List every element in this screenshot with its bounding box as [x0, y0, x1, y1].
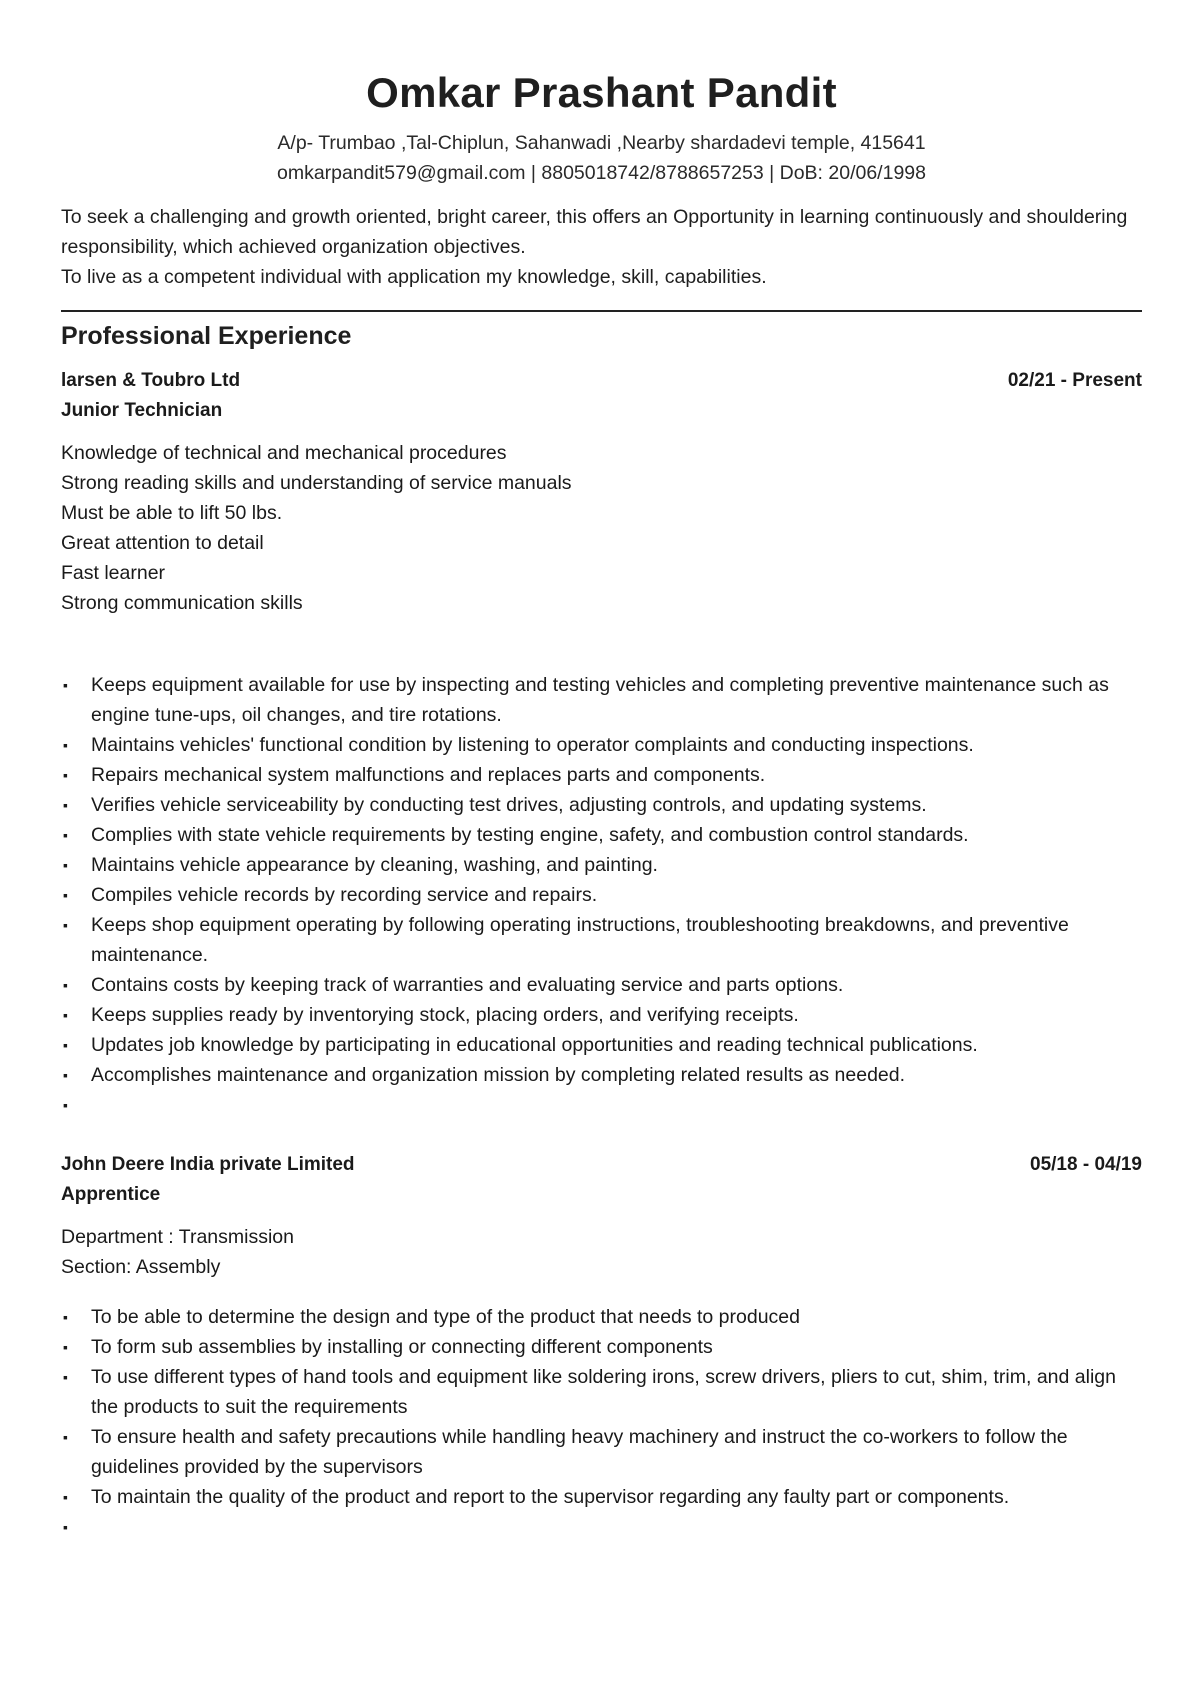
list-item: ▪ Repairs mechanical system malfunctions and replaces parts and components.	[63, 764, 766, 786]
list-item: ▪ To use different types of hand tools and equipment like soldering irons, screw drivers, pliers to cut, shim, trim, and align the products to suit the requirements	[63, 1366, 1116, 1418]
list-item: ▪ To form sub assemblies by installing or connecting different components	[63, 1336, 713, 1358]
detail-line: Strong reading skills and understanding of service manuals	[61, 472, 572, 494]
list-item: ▪ Compiles vehicle records by recording service and repairs.	[63, 884, 598, 906]
job-entry	[61, 366, 1142, 1120]
detail-line: Fast learner	[61, 562, 166, 584]
list-item: ▪	[63, 1519, 68, 1535]
candidate-name: Omkar Prashant Pandit	[366, 69, 837, 116]
list-item: ▪ To ensure health and safety precautions while handling heavy machinery and instruct the co-workers to follow the guidelines provided by the supervisors	[63, 1426, 1068, 1478]
list-item: ▪ Complies with state vehicle requirements by testing engine, safety, and combustion control standards.	[63, 824, 969, 846]
list-item: ▪ Maintains vehicle appearance by cleaning, washing, and painting.	[63, 854, 658, 876]
job-header	[61, 1150, 1142, 1180]
list-item: ▪ Accomplishes maintenance and organization mission by completing related results as needed.	[63, 1064, 906, 1086]
detail-line: Section: Assembly	[61, 1256, 221, 1278]
list-item: ▪	[63, 1097, 68, 1113]
list-item: ▪ To be able to determine the design and type of the product that needs to produced	[63, 1306, 800, 1328]
section-divider	[61, 310, 1142, 312]
company-name: larsen & Toubro Ltd	[61, 370, 241, 391]
job-header	[61, 366, 1142, 396]
job-entry	[61, 1150, 1142, 1542]
list-item: ▪ Keeps supplies ready by inventorying stock, placing orders, and verifying receipts.	[63, 1004, 799, 1026]
list-item: ▪ Verifies vehicle serviceability by conducting test drives, adjusting controls, and updating systems.	[63, 794, 927, 816]
list-item: ▪ Keeps shop equipment operating by following operating instructions, troubleshooting breakdowns, and preventive maintenance.	[63, 914, 1069, 966]
address: A/p- Trumbao ,Tal-Chiplun, Sahanwadi ,Nearby shardadevi temple, 415641	[277, 132, 926, 154]
job-role: Apprentice	[61, 1184, 161, 1205]
objective-paragraph: To live as a competent individual with application my knowledge, skill, capabilities.	[61, 266, 767, 288]
objective	[61, 202, 1142, 292]
detail-line: Knowledge of technical and mechanical procedures	[61, 442, 507, 464]
list-item: ▪ Keeps equipment available for use by inspecting and testing vehicles and completing preventive maintenance such as engine tune-ups, oil changes, and tire rotations.	[63, 674, 1109, 726]
detail-line: Strong communication skills	[61, 592, 303, 614]
list-item: ▪ Updates job knowledge by participating in educational opportunities and reading technical publications.	[63, 1034, 978, 1056]
detail-line: Department : Transmission	[61, 1226, 295, 1248]
company-name: John Deere India private Limited	[61, 1154, 355, 1175]
job-dates: 05/18 - 04/19	[1030, 1154, 1142, 1175]
job-details	[61, 438, 1142, 618]
job-role: Junior Technician	[61, 400, 223, 421]
list-item: ▪ Maintains vehicles' functional condition by listening to operator complaints and conducting inspections.	[63, 734, 974, 756]
job-details	[61, 1222, 1142, 1282]
section-title-experience: Professional Experience	[61, 322, 352, 350]
detail-line: Must be able to lift 50 lbs.	[61, 502, 283, 524]
contact-details: omkarpandit579@gmail.com | 8805018742/8788657253 | DoB: 20/06/1998	[277, 162, 926, 184]
list-item: ▪ To maintain the quality of the product and report to the supervisor regarding any faulty part or components.	[63, 1486, 1010, 1508]
detail-line: Great attention to detail	[61, 532, 264, 554]
job-dates: 02/21 - Present	[1007, 370, 1142, 391]
responsibility-list	[61, 1302, 1142, 1542]
list-item: ▪ Contains costs by keeping track of warranties and evaluating service and parts options.	[63, 974, 844, 996]
objective-paragraph: To seek a challenging and growth oriented, bright career, this offers an Opportunity in learning continuously and shouldering responsibility, which achieved organization objectives.	[61, 206, 1128, 258]
responsibility-list	[61, 670, 1142, 1120]
